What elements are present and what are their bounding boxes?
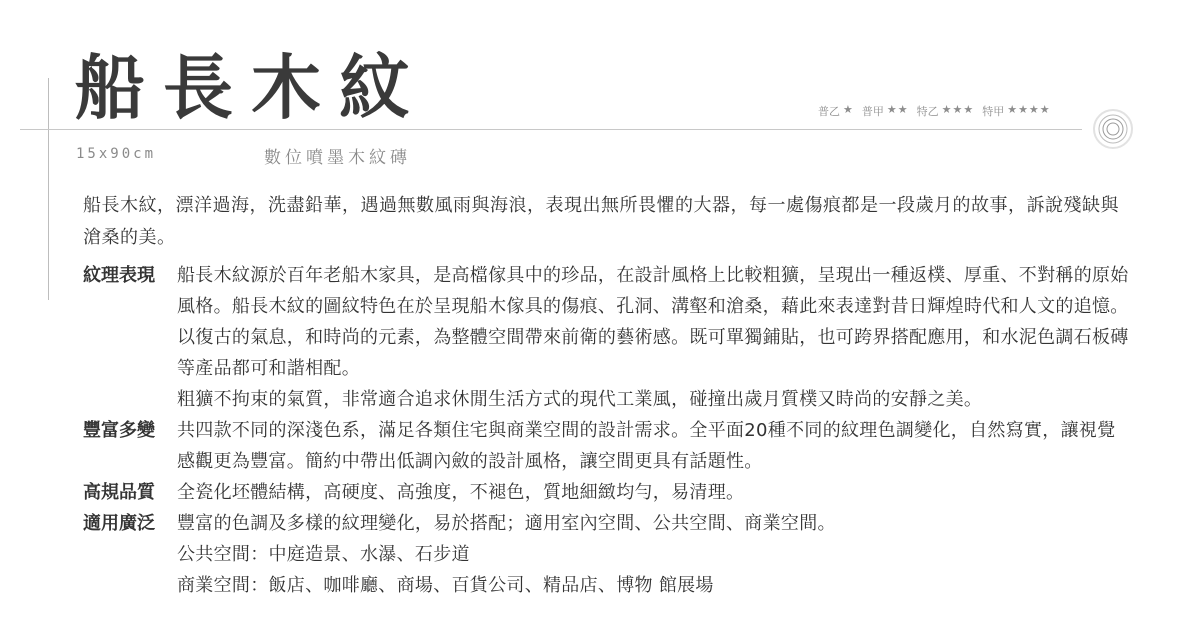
section-applications xyxy=(83,508,1143,601)
grade-label: 特乙 xyxy=(916,105,939,118)
section-paragraph: 商業空間：飯店、咖啡廳、商場、百貨公司、精品店、博物 館展場 xyxy=(177,575,714,596)
grade-item xyxy=(862,103,909,119)
section-paragraph: 共四款不同的深淺色系，滿足各類住宅與商業空間的設計需求。全平面20種不同的紋理色調變化，自然寫實，讓視覺感觀更為豐富。簡約中帶出低調內斂的設計風格，讓空間更具有話題性。 xyxy=(177,420,1116,472)
grade-label: 普甲 xyxy=(861,105,884,118)
section-body xyxy=(177,508,1133,601)
intro-paragraph: 船長木紋，漂洋過海，洗盡鉛華，遇過無數風雨與海浪，表現出無所畏懼的大器，每一處傷痕都是一段歲月的故事，訴說殘缺與滄桑的美。 xyxy=(83,195,1119,248)
size-label: 15x90cm xyxy=(76,146,157,162)
section-texture xyxy=(83,260,1143,415)
subtitle: 數位噴墨木紋磚 xyxy=(264,148,411,168)
grade-item xyxy=(982,103,1050,119)
concentric-circles-icon xyxy=(1092,108,1134,150)
vertical-rule xyxy=(48,78,49,300)
section-label: 高規品質 xyxy=(83,482,155,503)
section-label: 紋理表現 xyxy=(83,265,155,286)
feature-sections xyxy=(83,260,1143,601)
page-title: 船長木紋 xyxy=(75,47,427,129)
section-label: 豐富多變 xyxy=(83,420,155,441)
grade-item xyxy=(917,103,975,119)
section-paragraph: 豐富的色調及多樣的紋理變化，易於搭配；適用室內空間、公共空間、商業空間。 xyxy=(177,513,836,534)
section-quality xyxy=(83,477,1143,508)
star-rating: ★ xyxy=(843,103,854,116)
section-body xyxy=(177,415,1133,477)
grade-legend xyxy=(818,103,1051,119)
section-paragraph: 全瓷化坯體結構，高硬度、高強度，不褪色，質地細緻均勻，易清理。 xyxy=(177,482,745,503)
grade-label: 特甲 xyxy=(982,105,1005,118)
star-rating: ★★ xyxy=(886,103,909,116)
section-paragraph: 公共空間：中庭造景、水瀑、石步道 xyxy=(177,544,470,565)
section-body xyxy=(177,260,1133,415)
section-paragraph: 船長木紋源於百年老船木家具，是高檔傢具中的珍品，在設計風格上比較粗獷，呈現出一種返樸、厚重、不對稱的原始風格。船長木紋的圖紋特色在於呈現船木傢具的傷痕、孔洞、溝壑和滄桑，藉此來表達對昔日輝煌時代和人文的追憶。以復古的氣息，和時尚的元素，為整體空間帶來前衛的藝術感。既可單獨鋪貼，也可跨界搭配應用，和水泥色調石板磚等產品都可和諧相配。 xyxy=(177,265,1129,379)
grade-item xyxy=(818,103,854,119)
section-body xyxy=(177,477,1133,508)
star-rating: ★★★ xyxy=(941,103,975,116)
section-paragraph: 粗獷不拘束的氣質，非常適合追求休閒生活方式的現代工業風，碰撞出歲月質樸又時尚的安靜之美。 xyxy=(177,389,983,410)
grade-label: 普乙 xyxy=(818,105,840,118)
star-rating: ★★★★ xyxy=(1007,103,1051,116)
section-label: 適用廣泛 xyxy=(83,513,155,534)
section-variety xyxy=(83,415,1143,477)
